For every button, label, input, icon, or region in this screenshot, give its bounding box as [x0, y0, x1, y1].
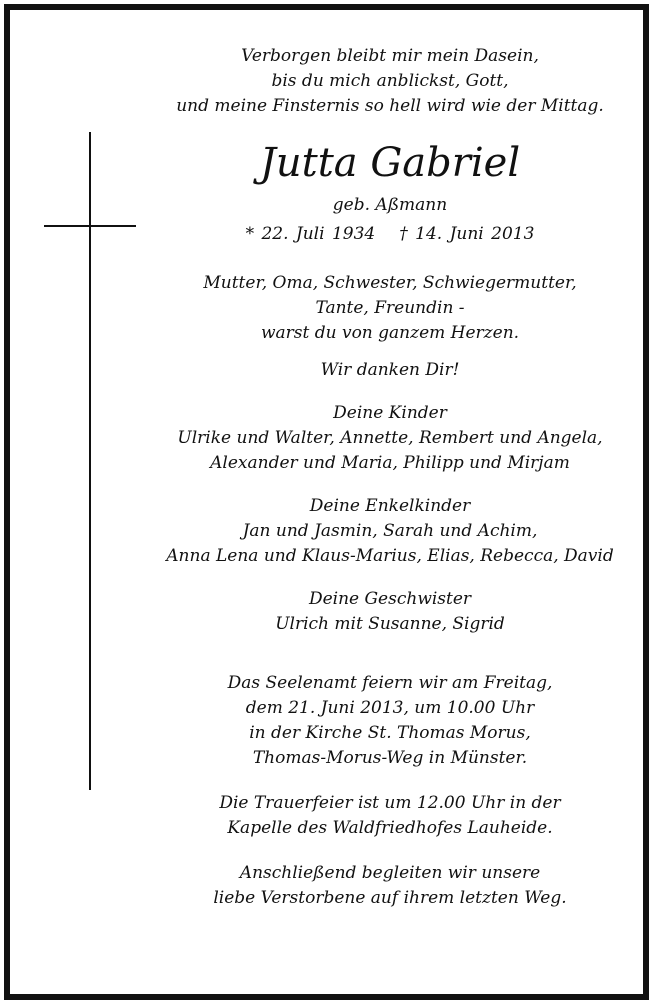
- funeral-section: [140, 791, 640, 841]
- roles-line: Mutter, Oma, Schwester, Schwiegermutter,: [203, 273, 577, 293]
- service-line: dem 21. Juni 2013, um 10.00 Uhr: [245, 698, 535, 718]
- service-line: in der Kirche St. Thomas Morus,: [249, 723, 531, 743]
- children-section: [140, 401, 640, 476]
- siblings-line: Ulrich mit Susanne, Sigrid: [275, 614, 505, 634]
- closing-line: liebe Verstorbene auf ihrem letzten Weg.: [213, 888, 567, 908]
- death-date: † 14. Juni 2013: [399, 224, 535, 244]
- grandchildren-line: Jan und Jasmin, Sarah und Achim,: [242, 521, 538, 541]
- siblings-section: [140, 587, 640, 637]
- cross-icon-horizontal-bar: [44, 225, 136, 227]
- service-line: Das Seelenamt feiern wir am Freitag,: [227, 673, 553, 693]
- service-line: Thomas-Morus-Weg in Münster.: [252, 748, 528, 768]
- verse-line: und meine Finsternis so hell wird wie der Mittag.: [176, 96, 604, 116]
- verse-line: bis du mich anblickst, Gott,: [271, 71, 509, 91]
- verse-line: Verborgen bleibt mir mein Dasein,: [241, 46, 539, 66]
- maiden-name: geb. Aßmann: [332, 195, 448, 215]
- birth-date: * 22. Juli 1934: [245, 224, 376, 244]
- verse: [140, 44, 640, 119]
- grandchildren-heading: Deine Enkelkinder: [309, 496, 471, 516]
- thanks: Wir danken Dir!: [320, 360, 460, 380]
- deceased-name: Jutta Gabriel: [259, 140, 521, 186]
- funeral-line: Die Trauerfeier ist um 12.00 Uhr in der: [219, 793, 561, 813]
- closing-section: [140, 861, 640, 911]
- grandchildren-line: Anna Lena und Klaus-Marius, Elias, Rebecca, David: [166, 546, 614, 566]
- roles-line: Tante, Freundin -: [315, 298, 465, 318]
- roles-line: warst du von ganzem Herzen.: [260, 323, 520, 343]
- obituary-text: [140, 44, 640, 911]
- children-heading: Deine Kinder: [333, 403, 447, 423]
- service-section: [140, 671, 640, 771]
- children-line: Ulrike und Walter, Annette, Rembert und Angela,: [177, 428, 603, 448]
- children-line: Alexander und Maria, Philipp und Mirjam: [210, 453, 570, 473]
- life-dates: [140, 222, 640, 247]
- roles: [140, 271, 640, 346]
- closing-line: Anschließend begleiten wir unsere: [239, 863, 541, 883]
- siblings-heading: Deine Geschwister: [308, 589, 472, 609]
- grandchildren-section: [140, 494, 640, 569]
- cross-icon-vertical-bar: [89, 132, 91, 790]
- funeral-line: Kapelle des Waldfriedhofes Lauheide.: [227, 818, 553, 838]
